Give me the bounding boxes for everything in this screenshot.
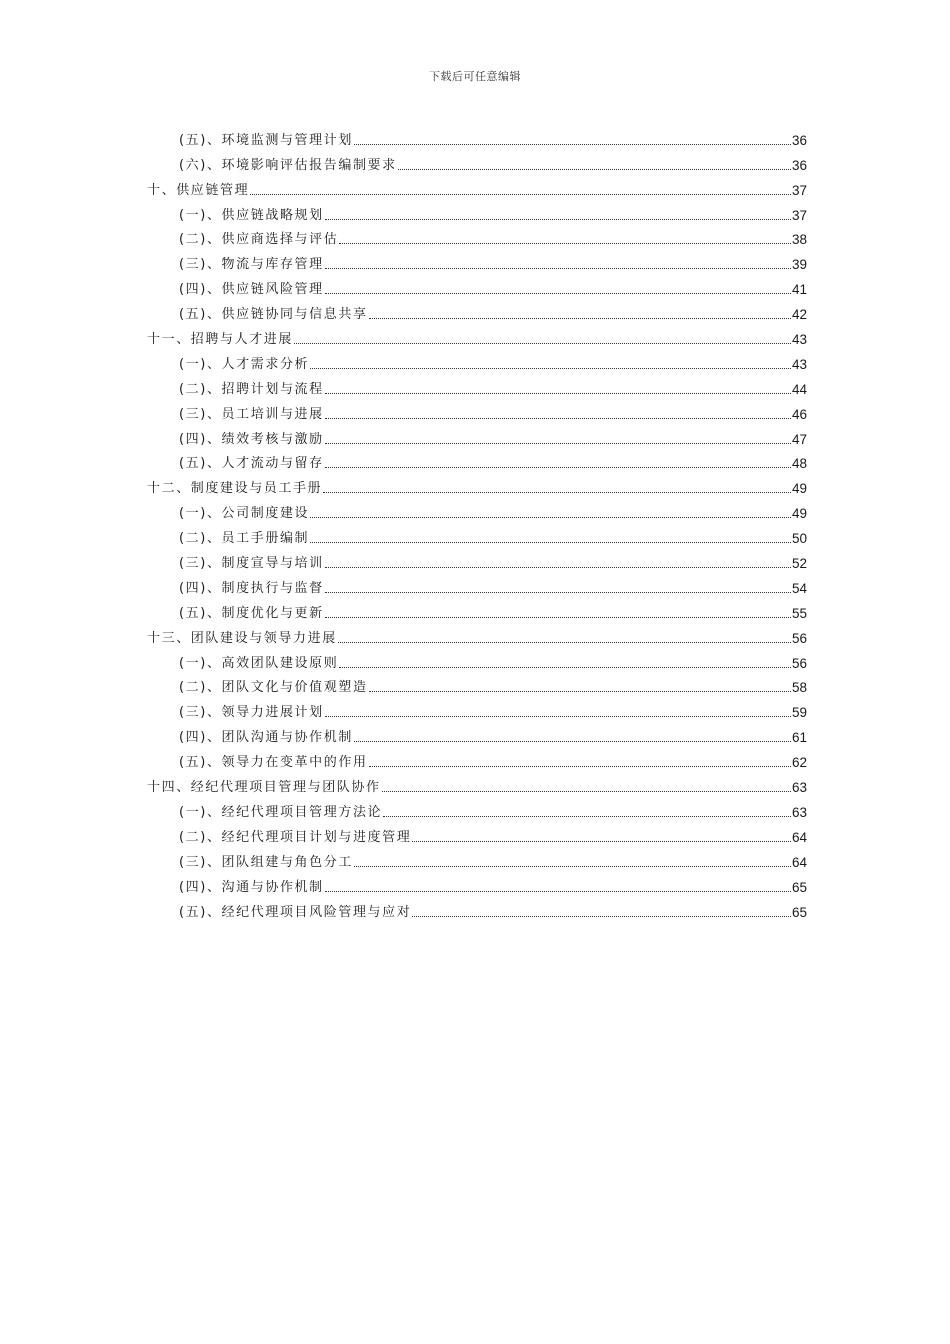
toc-entry-page-number: 63 <box>791 804 807 820</box>
toc-entry-page-number: 65 <box>791 904 807 920</box>
toc-section-entry[interactable] <box>147 498 807 523</box>
toc-entry-title: (五)、制度优化与更新 <box>179 605 324 621</box>
toc-entry-title: (五)、供应链协同与信息共享 <box>179 307 368 323</box>
toc-section-entry[interactable] <box>147 449 807 474</box>
toc-entry-page-number: 49 <box>791 506 807 522</box>
toc-dot-leader <box>325 418 791 419</box>
toc-section-entry[interactable] <box>147 523 807 548</box>
toc-entry-page-number: 65 <box>791 879 807 895</box>
toc-entry-title: (五)、环境监测与管理计划 <box>179 132 353 148</box>
toc-entry-title: (三)、制度宣导与培训 <box>179 556 324 572</box>
toc-dot-leader <box>383 816 791 817</box>
toc-entry-page-number: 56 <box>791 655 807 671</box>
toc-dot-leader <box>325 443 791 444</box>
toc-entry-page-number: 39 <box>791 257 807 273</box>
toc-section-entry[interactable] <box>147 797 807 822</box>
toc-entry-title: (一)、人才需求分析 <box>179 356 310 372</box>
toc-dot-leader <box>250 194 791 195</box>
toc-entry-title: 十三、团队建设与领导力进展 <box>147 630 337 646</box>
toc-entry-page-number: 37 <box>791 182 807 198</box>
toc-section-entry[interactable] <box>147 374 807 399</box>
toc-dot-leader <box>354 144 791 145</box>
toc-entry-page-number: 43 <box>791 356 807 372</box>
toc-section-entry[interactable] <box>147 424 807 449</box>
toc-entry-page-number: 38 <box>791 232 807 248</box>
toc-entry-title: (三)、团队组建与角色分工 <box>179 854 353 870</box>
toc-dot-leader <box>325 891 791 892</box>
toc-entry-page-number: 50 <box>791 531 807 547</box>
toc-dot-leader <box>325 592 791 593</box>
toc-entry-title: (三)、物流与库存管理 <box>179 257 324 273</box>
table-of-contents <box>147 125 807 922</box>
toc-entry-page-number: 48 <box>791 456 807 472</box>
toc-entry-title: (四)、绩效考核与激励 <box>179 431 324 447</box>
toc-entry-title: (二)、供应商选择与评估 <box>179 232 339 248</box>
toc-section-entry[interactable] <box>147 847 807 872</box>
toc-entry-page-number: 62 <box>791 755 807 771</box>
toc-entry-page-number: 64 <box>791 854 807 870</box>
toc-entry-title: (一)、经纪代理项目管理方法论 <box>179 804 383 820</box>
toc-entry-title: 十一、招聘与人才进展 <box>147 332 294 348</box>
toc-dot-leader <box>325 219 791 220</box>
toc-entry-title: (六)、环境影响评估报告编制要求 <box>179 157 397 173</box>
toc-dot-leader <box>310 542 791 543</box>
toc-dot-leader <box>382 791 791 792</box>
toc-dot-leader <box>325 567 791 568</box>
toc-entry-title: (四)、供应链风险管理 <box>179 282 324 298</box>
toc-entry-page-number: 42 <box>791 307 807 323</box>
toc-entry-page-number: 43 <box>791 332 807 348</box>
toc-entry-title: 十、供应链管理 <box>147 182 250 198</box>
toc-section-entry[interactable] <box>147 225 807 250</box>
toc-section-entry[interactable] <box>147 722 807 747</box>
toc-entry-title: (一)、高效团队建设原则 <box>179 655 339 671</box>
toc-entry-title: (二)、员工手册编制 <box>179 531 310 547</box>
toc-section-entry[interactable] <box>147 822 807 847</box>
toc-entry-page-number: 59 <box>791 705 807 721</box>
toc-entry-title: (五)、人才流动与留存 <box>179 456 324 472</box>
toc-entry-title: (二)、经纪代理项目计划与进度管理 <box>179 829 412 845</box>
toc-entry-page-number: 47 <box>791 431 807 447</box>
toc-dot-leader <box>325 268 791 269</box>
toc-dot-leader <box>412 916 791 917</box>
toc-dot-leader <box>354 741 791 742</box>
toc-dot-leader <box>339 667 791 668</box>
toc-entry-page-number: 46 <box>791 406 807 422</box>
toc-dot-leader <box>354 866 791 867</box>
toc-entry-title: (四)、沟通与协作机制 <box>179 879 324 895</box>
toc-entry-title: 十二、制度建设与员工手册 <box>147 481 323 497</box>
toc-dot-leader <box>338 642 791 643</box>
toc-section-entry[interactable] <box>147 125 807 150</box>
toc-dot-leader <box>369 318 791 319</box>
toc-dot-leader <box>339 243 791 244</box>
toc-entry-title: (三)、领导力进展计划 <box>179 705 324 721</box>
toc-entry-page-number: 58 <box>791 680 807 696</box>
toc-section-entry[interactable] <box>147 200 807 225</box>
toc-entry-page-number: 64 <box>791 829 807 845</box>
toc-section-entry[interactable] <box>147 249 807 274</box>
toc-entry-page-number: 36 <box>791 157 807 173</box>
toc-section-entry[interactable] <box>147 548 807 573</box>
toc-dot-leader <box>294 343 791 344</box>
toc-entry-page-number: 49 <box>791 481 807 497</box>
toc-entry-page-number: 36 <box>791 132 807 148</box>
toc-entry-page-number: 44 <box>791 381 807 397</box>
toc-entry-title: (二)、招聘计划与流程 <box>179 381 324 397</box>
toc-entry-page-number: 61 <box>791 730 807 746</box>
toc-dot-leader <box>325 467 791 468</box>
toc-entry-page-number: 54 <box>791 580 807 596</box>
toc-section-entry[interactable] <box>147 747 807 772</box>
toc-section-entry[interactable] <box>147 150 807 175</box>
toc-entry-title: (五)、领导力在变革中的作用 <box>179 755 368 771</box>
toc-entry-title: (二)、团队文化与价值观塑造 <box>179 680 368 696</box>
toc-section-entry[interactable] <box>147 299 807 324</box>
toc-entry-title: (四)、团队沟通与协作机制 <box>179 730 353 746</box>
toc-entry-title: (三)、员工培训与进展 <box>179 406 324 422</box>
toc-section-entry[interactable] <box>147 598 807 623</box>
toc-dot-leader <box>369 766 791 767</box>
toc-dot-leader <box>412 841 791 842</box>
toc-entry-title: 十四、经纪代理项目管理与团队协作 <box>147 780 381 796</box>
toc-entry-page-number: 37 <box>791 207 807 223</box>
toc-dot-leader <box>325 617 791 618</box>
toc-chapter-entry[interactable] <box>147 175 807 200</box>
toc-section-entry[interactable] <box>147 573 807 598</box>
toc-chapter-entry[interactable] <box>147 623 807 648</box>
toc-dot-leader <box>398 169 791 170</box>
toc-section-entry[interactable] <box>147 274 807 299</box>
toc-dot-leader <box>325 293 791 294</box>
toc-entry-title: (一)、公司制度建设 <box>179 506 310 522</box>
toc-dot-leader <box>310 517 791 518</box>
toc-entry-page-number: 63 <box>791 780 807 796</box>
toc-chapter-entry[interactable] <box>147 324 807 349</box>
page-header: 下载后可任意编辑 <box>429 70 521 83</box>
toc-section-entry[interactable] <box>147 897 807 922</box>
toc-entry-page-number: 56 <box>791 630 807 646</box>
toc-section-entry[interactable] <box>147 648 807 673</box>
toc-entry-title: (四)、制度执行与监督 <box>179 580 324 596</box>
toc-entry-title: (一)、供应链战略规划 <box>179 207 324 223</box>
toc-entry-page-number: 41 <box>791 282 807 298</box>
toc-chapter-entry[interactable] <box>147 772 807 797</box>
toc-dot-leader <box>325 393 791 394</box>
toc-section-entry[interactable] <box>147 673 807 698</box>
toc-entry-page-number: 52 <box>791 556 807 572</box>
toc-entry-page-number: 55 <box>791 605 807 621</box>
toc-chapter-entry[interactable] <box>147 473 807 498</box>
toc-section-entry[interactable] <box>147 872 807 897</box>
toc-dot-leader <box>310 368 791 369</box>
toc-entry-title: (五)、经纪代理项目风险管理与应对 <box>179 904 412 920</box>
toc-dot-leader <box>369 691 791 692</box>
toc-dot-leader <box>325 716 791 717</box>
toc-dot-leader <box>323 492 791 493</box>
toc-section-entry[interactable] <box>147 349 807 374</box>
toc-section-entry[interactable] <box>147 697 807 722</box>
toc-section-entry[interactable] <box>147 399 807 424</box>
